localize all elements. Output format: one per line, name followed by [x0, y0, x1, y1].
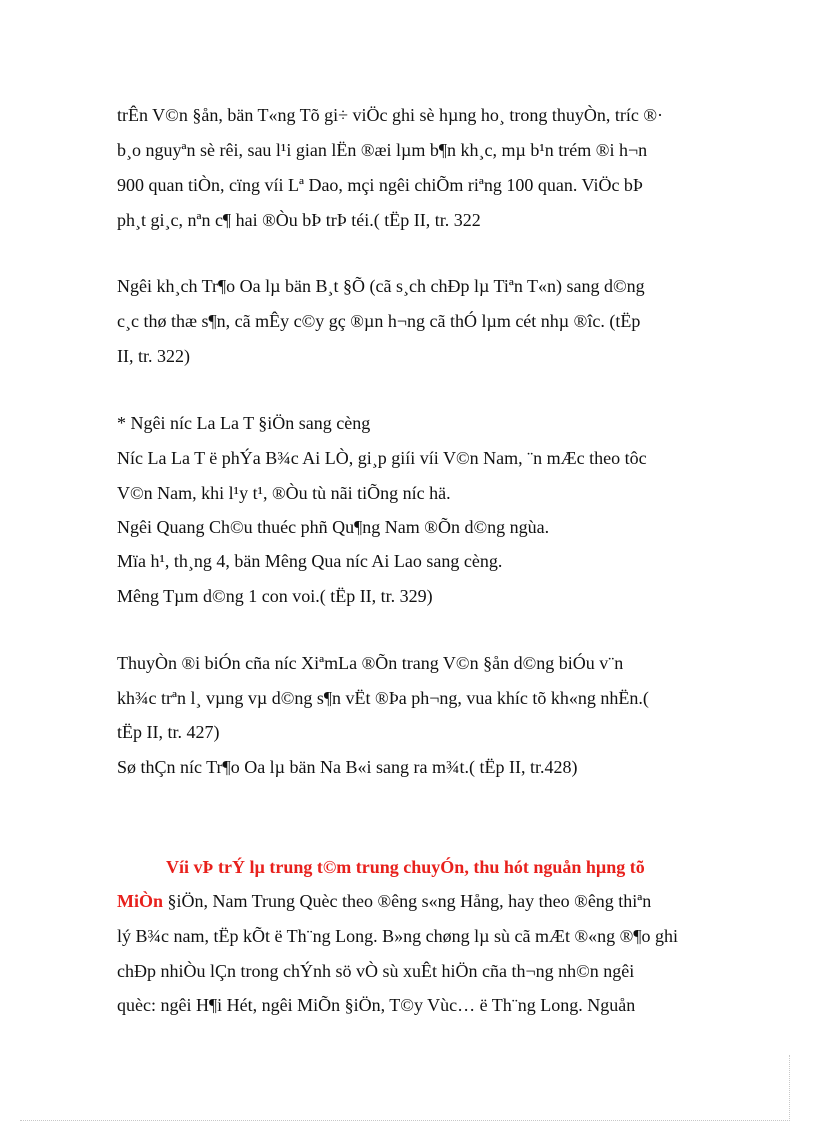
text-line: lý B¾c nam, tËp kÕt ë Th¨ng Long. B»ng chøng lµ sù cã mÆt ®«ng ®¶o ghi [117, 926, 678, 946]
text-line: trÊn V©n §ån, bän T«ng Tõ gi÷ viÖc ghi sè hµng ho¸ trong thuyÒn, tríc ®· [117, 105, 664, 125]
text-line: ph¸t gi¸c, nªn c¶ hai ®Òu bÞ trÞ téi.( tËp II, tr. 322 [117, 210, 481, 230]
text-line [117, 890, 651, 912]
text-span: §iÖn, Nam Trung Quèc theo ®êng s«ng Hång, hay theo ®êng thiªn [163, 891, 652, 911]
text-line: Sø thÇn níc Tr¶o Oa lµ bän Na B«i sang ra m¾t.( tËp II, tr.428) [117, 757, 578, 777]
highlighted-word: MiÒn [117, 891, 164, 911]
text-line: V©n Nam, khi l¹y t¹, ®Òu tù nãi tiÕng níc hä. [117, 483, 451, 503]
text-line: b¸o nguyªn sè rêi, sau l¹i gian lËn ®æi lµm b¶n kh¸c, mµ b¹n trém ®i h¬n [117, 140, 648, 160]
text-line: ThuyÒn ®i biÓn cña níc XiªmLa ®Õn trang V©n §ån d©ng biÓu v¨n [117, 653, 624, 673]
text-line: tËp II, tr. 427) [117, 722, 220, 742]
text-line: quèc: ngêi H¶i Hét, ngêi MiÕn §iÖn, T©y Vùc… ë Th¨ng Long. Nguån [117, 995, 636, 1015]
text-line: kh¾c trªn l¸ vµng vµ d©ng s¶n vËt ®Þa ph¬ng, vua khíc tõ kh«ng nhËn.( [117, 688, 649, 708]
text-line: Mïa h¹, th¸ng 4, bän Mêng Qua níc Ai Lao sang cèng. [117, 551, 503, 571]
text-line: Ngêi Quang Ch©u thuéc phñ Qu¶ng Nam ®Õn d©ng ngùa. [117, 517, 550, 537]
text-line: II, tr. 322) [117, 346, 190, 366]
text-line: * Ngêi níc La La T §iÖn sang cèng [117, 413, 371, 433]
text-line: 900 quan tiÒn, cïng víi Lª Dao, mçi ngêi chiÕm riªng 100 quan. ViÖc bÞ [117, 175, 643, 195]
text-line: c¸c thø thæ s¶n, cã mÊy c©y gç ®µn h¬ng cã thÓ lµm cét nhµ ®îc. (tËp [117, 311, 641, 331]
text-line: chÐp nhiÒu lÇn trong chÝnh sö vÒ sù xuÊt hiÖn cña th¬ng nh©n ngêi [117, 961, 635, 981]
text-line: Ngêi kh¸ch Tr¶o Oa lµ bän B¸t §Õ (cã s¸ch chÐp lµ Tiªn T«n) sang d©ng [117, 276, 645, 296]
highlighted-heading-line: Víi vÞ trÝ lµ trung t©m trung chuyÓn, thu hót nguån hµng tõ [166, 857, 645, 877]
text-line: Mêng Tµm d©ng 1 con voi.( tËp II, tr. 329) [117, 586, 433, 606]
page-border-bottom [20, 1120, 790, 1121]
page-border-right [789, 1055, 790, 1121]
text-line: Níc La La T ë phÝa B¾c Ai LÒ, gi¸p giíi víi V©n Nam, ¨n mÆc theo tôc [117, 448, 647, 468]
